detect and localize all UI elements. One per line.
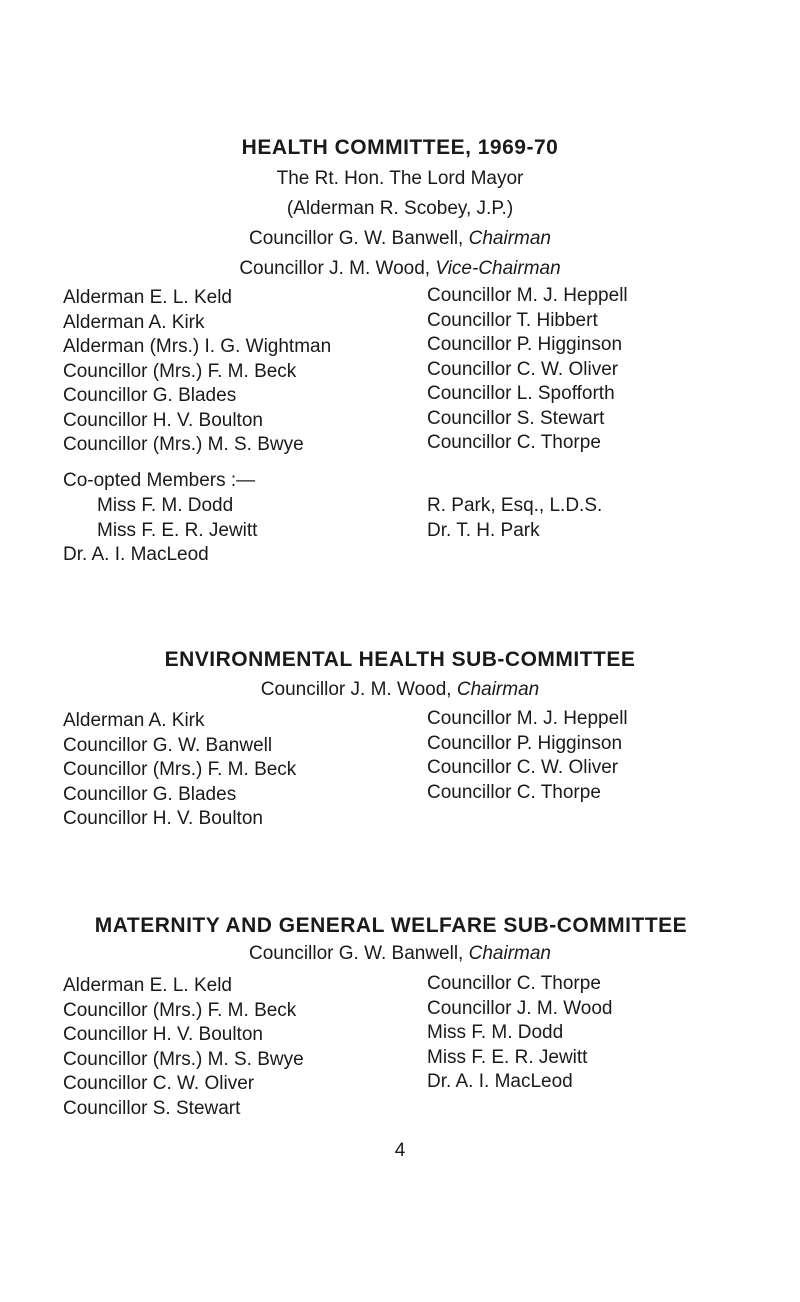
maternity-right-members (427, 972, 613, 1095)
member-name: Dr. T. H. Park (427, 519, 540, 541)
health-left-members (63, 286, 331, 458)
member-name: Councillor C. Thorpe (427, 973, 601, 994)
environmental-subcommittee-title: ENVIRONMENTAL HEALTH SUB-COMMITTEE (164, 648, 636, 671)
maternity-subcommittee-title: MATERNITY AND GENERAL WELFARE SUB-COMMITTEE (94, 914, 688, 937)
member-name: Dr. A. I. MacLeod (427, 1071, 573, 1092)
member-name: Councillor (Mrs.) M. S. Bwye (63, 434, 304, 455)
environmental-left-members (63, 709, 296, 832)
coopted-left-members (97, 494, 257, 543)
member-name: Alderman E. L. Keld (63, 975, 232, 996)
coopted-member-macleod: Dr. A. I. MacLeod (63, 544, 209, 565)
member-name: Miss F. E. R. Jewitt (427, 1046, 588, 1068)
member-name: Councillor P. Higginson (427, 334, 623, 355)
member-name: Alderman (Mrs.) I. G. Wightman (63, 336, 332, 357)
member-name: Councillor P. Higginson (427, 732, 623, 754)
member-name: Councillor L. Spofforth (427, 383, 615, 404)
member-name: Alderman A. Kirk (63, 311, 205, 333)
member-name: Councillor G. Blades (63, 783, 237, 805)
member-name: Councillor C. W. Oliver (63, 1073, 255, 1094)
member-name: Councillor C. W. Oliver (427, 757, 619, 778)
member-name: Councillor (Mrs.) F. M. Beck (63, 759, 297, 780)
environmental-chairman-role: Chairman (456, 679, 540, 700)
member-name: Councillor C. Thorpe (427, 432, 601, 453)
member-name: Councillor (Mrs.) F. M. Beck (63, 999, 297, 1021)
member-name: Miss F. M. Dodd (97, 495, 234, 516)
member-name: Councillor (Mrs.) F. M. Beck (63, 360, 297, 382)
member-name: Councillor G. Blades (63, 385, 237, 406)
member-name: Councillor H. V. Boulton (63, 1024, 263, 1045)
member-name: Councillor T. Hibbert (427, 309, 598, 331)
maternity-left-members (63, 974, 304, 1121)
health-right-members (427, 284, 628, 456)
member-name: Councillor (Mrs.) M. S. Bwye (63, 1048, 304, 1070)
member-name: Councillor C. Thorpe (427, 781, 601, 803)
environmental-right-members (427, 707, 628, 805)
page-number: 4 (394, 1140, 406, 1161)
health-chairman-line (0, 228, 800, 250)
member-name: Councillor G. W. Banwell (63, 734, 273, 756)
member-name: R. Park, Esq., L.D.S. (427, 495, 603, 516)
member-name: Councillor H. V. Boulton (63, 808, 263, 829)
health-chairman-role: Chairman (468, 228, 551, 249)
member-name: Miss F. M. Dodd (427, 1022, 564, 1043)
environmental-chairman-line (0, 679, 800, 701)
coopted-members-label: Co-opted Members :— (63, 470, 256, 491)
member-name: Alderman E. L. Keld (63, 287, 232, 308)
maternity-chairman-line (0, 943, 800, 965)
member-name: Councillor M. J. Heppell (427, 708, 628, 729)
member-name: Councillor C. W. Oliver (427, 358, 619, 380)
health-vice-chairman-name: Councillor J. M. Wood, (239, 258, 436, 279)
health-chairman-name: Councillor G. W. Banwell, (248, 228, 469, 249)
member-name: Councillor S. Stewart (427, 407, 605, 429)
lord-mayor-line: The Rt. Hon. The Lord Mayor (276, 168, 524, 189)
member-name: Miss F. E. R. Jewitt (97, 519, 258, 541)
environmental-chairman-name: Councillor J. M. Wood, (260, 679, 457, 700)
health-vice-chairman-role: Vice-Chairman (435, 258, 561, 279)
member-name: Councillor J. M. Wood (427, 997, 613, 1019)
lord-mayor-name-line: (Alderman R. Scobey, J.P.) (286, 198, 514, 219)
health-vice-chairman-line (0, 258, 800, 280)
maternity-chairman-role: Chairman (468, 943, 551, 964)
maternity-chairman-name: Councillor G. W. Banwell, (248, 943, 469, 964)
member-name: Councillor M. J. Heppell (427, 285, 628, 306)
health-committee-title: HEALTH COMMITTEE, 1969-70 (241, 136, 559, 159)
member-name: Alderman A. Kirk (63, 710, 205, 731)
member-name: Councillor H. V. Boulton (63, 409, 263, 431)
coopted-right-members (427, 494, 602, 543)
member-name: Councillor S. Stewart (63, 1097, 241, 1119)
